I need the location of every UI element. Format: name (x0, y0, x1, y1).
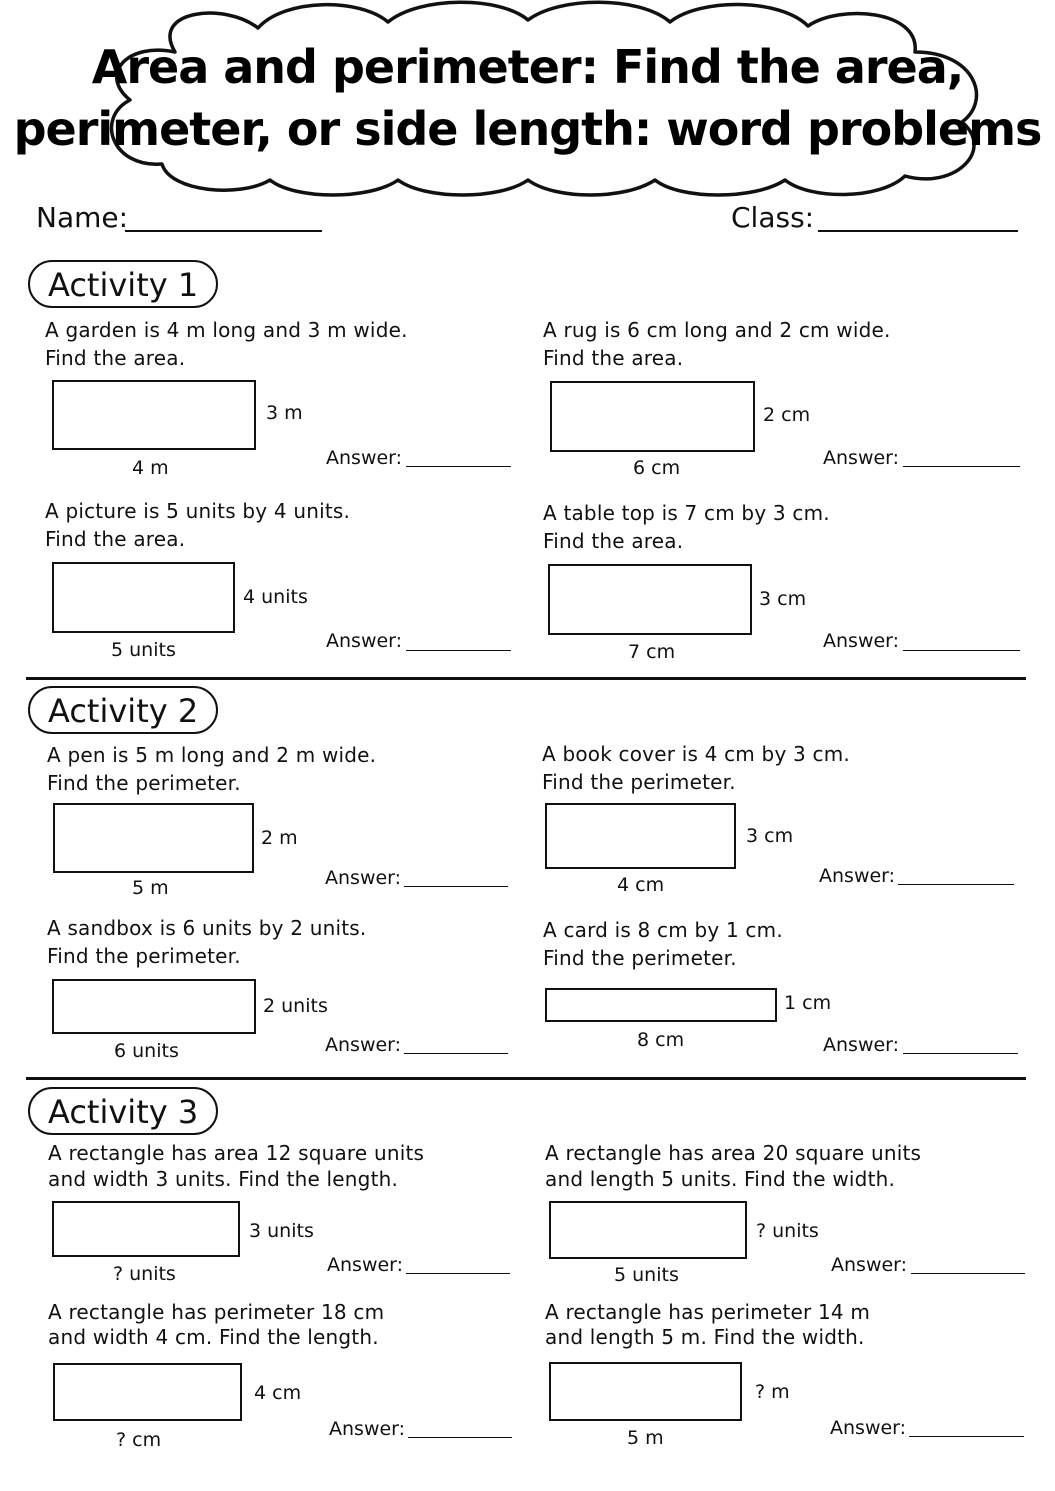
answer-field[interactable] (404, 1053, 508, 1054)
answer-label: Answer: (325, 867, 402, 889)
side-length-label: 4 cm (254, 1382, 302, 1404)
name-label: Name: (36, 201, 129, 234)
answer-field[interactable] (898, 884, 1014, 885)
problem-text: A book cover is 4 cm by 3 cm. Find the perimeter. (542, 742, 850, 794)
section-divider (26, 1077, 1026, 1080)
bottom-length-label: 5 units (614, 1264, 679, 1286)
answer-field[interactable] (909, 1436, 1024, 1437)
bottom-length-label: 6 cm (633, 457, 681, 479)
bottom-length-label: 4 m (132, 457, 169, 479)
bottom-length-label: 8 cm (637, 1029, 685, 1051)
side-length-label: 2 units (263, 995, 328, 1017)
answer-field[interactable] (406, 650, 511, 651)
bottom-length-label: 5 m (627, 1427, 664, 1449)
worksheet-title-line-1: Area and perimeter: Find the area, (91, 40, 964, 94)
answer-label: Answer: (823, 1034, 900, 1056)
side-length-label: 3 units (249, 1220, 314, 1242)
bottom-length-label: 5 m (132, 877, 169, 899)
side-length-label: 3 cm (759, 588, 807, 610)
problem-text: A rug is 6 cm long and 2 cm wide. Find the area. (543, 318, 891, 370)
title-cloud (0, 0, 1055, 200)
answer-label: Answer: (326, 447, 403, 469)
answer-label: Answer: (327, 1254, 404, 1276)
answer-label: Answer: (831, 1254, 908, 1276)
answer-label: Answer: (823, 447, 900, 469)
side-length-label: 4 units (243, 586, 308, 608)
rectangle-diagram (53, 803, 254, 873)
name-field[interactable] (125, 230, 322, 232)
activity-3-heading: Activity 3 (28, 1087, 218, 1135)
problem-text: A rectangle has perimeter 14 m and length 5 m. Find the width. (545, 1300, 871, 1349)
bottom-length-label: 4 cm (617, 874, 665, 896)
answer-label: Answer: (823, 630, 900, 652)
section-divider (26, 677, 1026, 680)
answer-label: Answer: (819, 865, 896, 887)
rectangle-diagram (550, 381, 755, 452)
bottom-length-label: ? units (113, 1263, 176, 1285)
answer-field[interactable] (903, 650, 1020, 651)
class-field[interactable] (818, 230, 1018, 232)
side-length-label: 1 cm (784, 992, 832, 1014)
rectangle-diagram (545, 988, 777, 1022)
side-length-label: 3 m (266, 402, 303, 424)
activity-1-heading: Activity 1 (28, 260, 218, 308)
rectangle-diagram (549, 1362, 742, 1421)
rectangle-diagram (549, 1201, 747, 1259)
answer-label: Answer: (325, 1034, 402, 1056)
side-length-label: ? units (756, 1220, 819, 1242)
rectangle-diagram (52, 979, 256, 1034)
problem-text: A picture is 5 units by 4 units. Find the area. (45, 499, 351, 551)
rectangle-diagram (545, 803, 736, 869)
answer-label: Answer: (326, 630, 403, 652)
rectangle-diagram (548, 564, 752, 635)
activity-2-heading: Activity 2 (28, 686, 218, 734)
problem-text: A sandbox is 6 units by 2 units. Find the perimeter. (47, 916, 367, 968)
answer-field[interactable] (911, 1273, 1025, 1274)
answer-field[interactable] (903, 466, 1020, 467)
problem-text: A card is 8 cm by 1 cm. Find the perimeter. (543, 918, 783, 970)
problem-text: A garden is 4 m long and 3 m wide. Find the area. (45, 318, 408, 370)
side-length-label: 2 m (261, 827, 298, 849)
problem-text: A rectangle has area 12 square units and width 3 units. Find the length. (48, 1141, 425, 1191)
class-label: Class: (731, 201, 815, 234)
bottom-length-label: ? cm (116, 1429, 162, 1451)
answer-field[interactable] (406, 1273, 510, 1274)
problem-text: A pen is 5 m long and 2 m wide. Find the perimeter. (47, 743, 377, 795)
rectangle-diagram (53, 1363, 242, 1421)
answer-field[interactable] (903, 1053, 1018, 1054)
rectangle-diagram (52, 1201, 240, 1257)
answer-label: Answer: (329, 1418, 406, 1440)
bottom-length-label: 7 cm (628, 641, 676, 663)
side-length-label: 2 cm (763, 404, 811, 426)
bottom-length-label: 6 units (114, 1040, 179, 1062)
side-length-label: 3 cm (746, 825, 794, 847)
worksheet-title-line-2: perimeter, or side length: word problems (13, 102, 1042, 156)
rectangle-diagram (52, 380, 256, 450)
answer-label: Answer: (830, 1417, 907, 1439)
answer-field[interactable] (404, 886, 508, 887)
side-length-label: ? m (755, 1381, 790, 1403)
rectangle-diagram (52, 562, 235, 633)
answer-field[interactable] (406, 466, 511, 467)
answer-field[interactable] (408, 1437, 512, 1438)
bottom-length-label: 5 units (111, 639, 176, 661)
problem-text: A table top is 7 cm by 3 cm. Find the area. (543, 501, 830, 553)
problem-text: A rectangle has area 20 square units and length 5 units. Find the width. (545, 1141, 922, 1191)
problem-text: A rectangle has perimeter 18 cm and width 4 cm. Find the length. (48, 1300, 385, 1349)
